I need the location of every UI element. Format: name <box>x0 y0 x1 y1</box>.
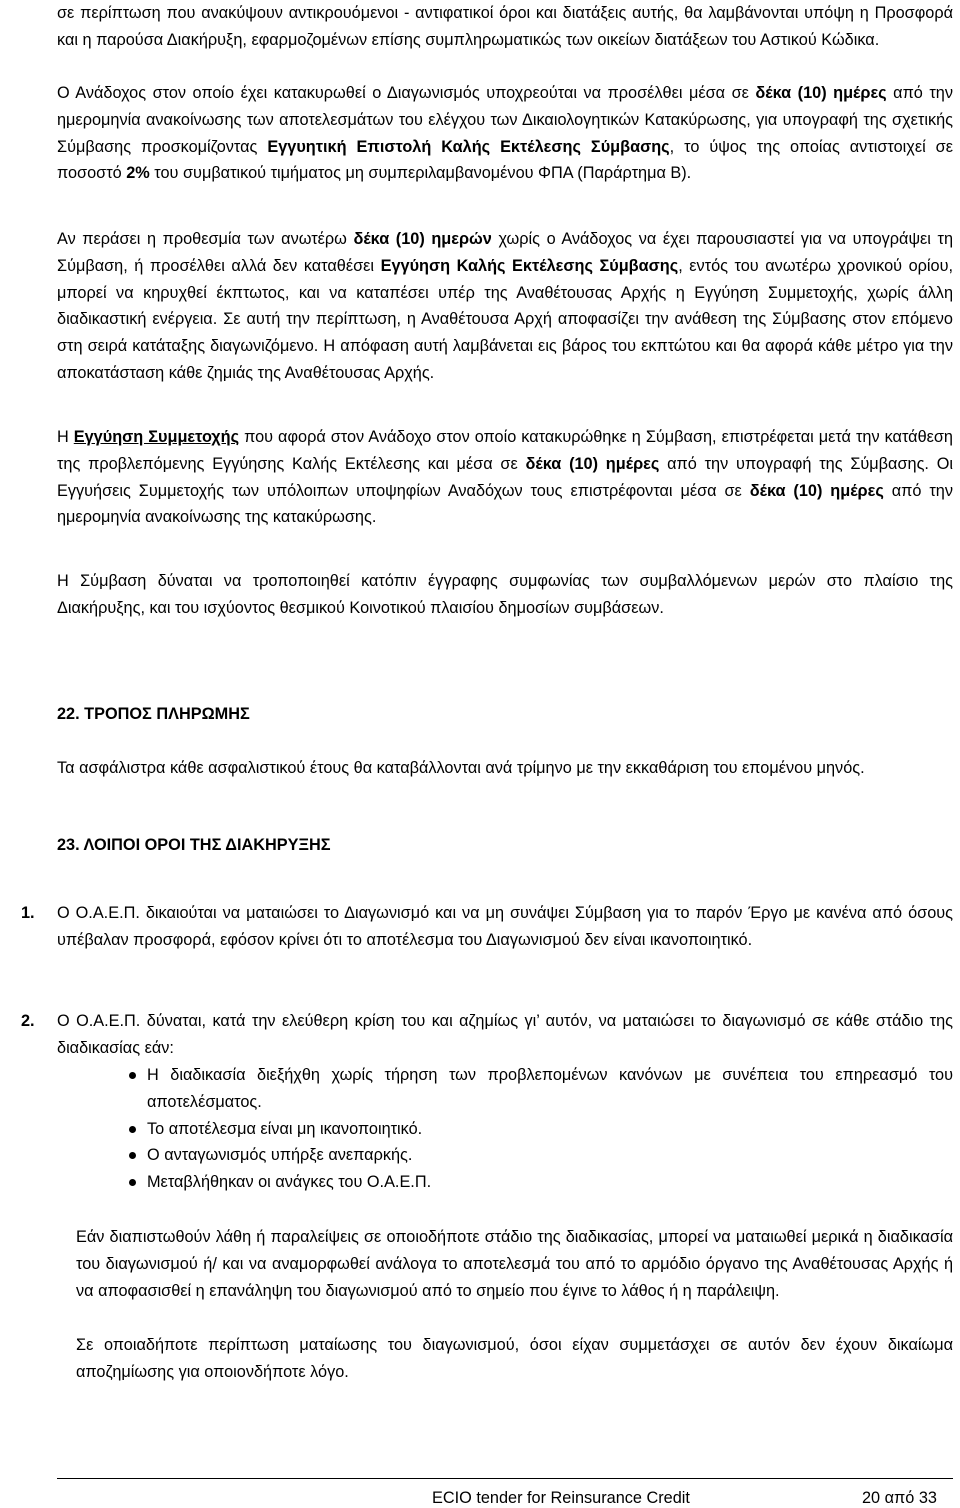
page-footer <box>0 1472 960 1507</box>
item-number: 2. <box>21 1012 35 1030</box>
bullet-icon <box>129 1072 136 1079</box>
list-item: Μεταβλήθηκαν οι ανάγκες του Ο.Α.Ε.Π. <box>147 1169 953 1196</box>
list-item: Το αποτέλεσμα είναι μη ικανοποιητικό. <box>147 1116 953 1143</box>
page-number: 20 από 33 <box>862 1489 937 1507</box>
list-item: Η διαδικασία διεξήχθη χωρίς τήρηση των προβλεπομένων κανόνων με συνέπεια του επηρεασμό του αποτελέσματος. <box>147 1062 953 1116</box>
item-text: Ο Ο.Α.Ε.Π. δύναται, κατά την ελεύθερη κρίση του και αζημίως γι’ αυτόν, να ματαιώσει το διαγωνισμό σε κάθε στάδιο της διαδικασίας εάν: <box>57 1012 953 1057</box>
paragraph-civil-code: σε περίπτωση που ανακύψουν αντικρουόμενοι - αντιφατικοί όροι και διατάξεις αυτής, θα λαμβάνονται υπόψη η Προσφορά και η παρούσα Διακήρυξη, εφαρμοζομένων επίσης συμπληρωματικώς των οικείων διατάξεων του Αστικού Κώδικα. <box>57 4 953 49</box>
footer-title: ECIO tender for Reinsurance Credit <box>432 1489 690 1507</box>
list-item: Ο ανταγωνισμός υπήρξε ανεπαρκής. <box>147 1142 953 1169</box>
numbered-item-2 <box>21 1008 953 1062</box>
item-number: 1. <box>21 904 35 922</box>
paragraph-no-compensation: Σε οποιαδήποτε περίπτωση ματαίωσης του διαγωνισμού, όσοι είχαν συμμετάσχει σε αυτόν δεν έχουν δικαίωμα αποζημίωσης για οποιονδήποτε λόγο. <box>76 1336 953 1381</box>
numbered-item-1 <box>21 900 953 954</box>
paragraph-contractor-obligation: Ο Ανάδοχος στον οποίο έχει κατακυρωθεί ο Διαγωνισμός υποχρεούται να προσέλθει μέσα σε δέκα (10) ημέρες από την ημερομηνία ανακοίνωσης των αποτελεσμάτων του ελέγχου των Δικαιολογητικών Κατακύρωσης, για υπογραφή της σχετικής Σύμβασης προσκομίζοντας Εγγυητική Επιστολή Καλής Εκτέλεσης Σύμβασης, το ύψος της οποίας αντιστοιχεί σε ποσοστό 2% του συμβατικού τιμήματος μη συμπεριλαμβανομένου ΦΠΑ (Παράρτημα Β). <box>57 84 953 183</box>
item-text: Ο Ο.Α.Ε.Π. δικαιούται να ματαιώσει το Διαγωνισμό και να μη συνάψει Σύμβαση για το παρόν Έργο με κανένα από όσους υπέβαλαν προσφορά, εφόσον κρίνει ότι το αποτέλεσμα του Διαγωνισμού δεν είναι ικανοποιητικό. <box>57 904 953 949</box>
footer-divider <box>57 1478 953 1479</box>
section-heading-23: 23. ΛΟΙΠΟΙ ΟΡΟΙ ΤΗΣ ΔΙΑΚΗΡΥΞΗΣ <box>57 836 331 854</box>
paragraph-participation-guarantee: Η Εγγύηση Συμμετοχής που αφορά στον Ανάδοχο στον οποίο κατακυρώθηκε η Σύμβαση, επιστρέφεται μετά την κατάθεση της προβλεπόμενης Εγγύησης Καλής Εκτέλεσης και μέσα σε δέκα (10) ημέρες από την υπογραφή της Σύμβασης. Οι Εγγυήσεις Συμμετοχής των υπόλοιπων υποψηφίων Αναδόχων τους επιστρέφονται μέσα σε δέκα (10) ημέρες από την ημερομηνία ανακοίνωσης της κατακύρωσης. <box>57 428 954 527</box>
bullet-icon <box>129 1152 136 1159</box>
paragraph-deadline-forfeit: Αν περάσει η προθεσμία των ανωτέρω δέκα (10) ημερών χωρίς ο Ανάδοχος να έχει παρουσιαστεί για να υπογράψει τη Σύμβαση, ή προσέλθει αλλά δεν καταθέσει Εγγύηση Καλής Εκτέλεσης Σύμβασης, εντός του ανωτέρω χρονικού ορίου, μπορεί να κηρυχθεί έκπτωτος, και να καταπέσει υπέρ της Αναθέτουσας Αρχής η Εγγύηση Συμμετοχής, χωρίς άλλη διαδικαστική ενέργεια. Σε αυτή την περίπτωση, η Αναθέτουσα Αρχή αποφασίζει την ανάθεση της Σύμβασης στον επόμενο στη σειρά κατάταξης διαγωνιζόμενο. Η απόφαση αυτή λαμβάνεται εις βάρος του εκπτώτου και θα αφορά κάθε μέτρο για την αποκατάσταση κάθε ζημιάς της Αναθέτουσας Αρχής. <box>57 230 954 382</box>
paragraph-payment: Τα ασφάλιστρα κάθε ασφαλιστικού έτους θα καταβάλλονται ανά τρίμηνο με την εκκαθάριση του επομένου μηνός. <box>57 759 865 777</box>
section-heading-22: 22. ΤΡΟΠΟΣ ΠΛΗΡΩΜΗΣ <box>57 705 250 723</box>
bullet-icon <box>129 1126 136 1133</box>
paragraph-errors-omissions: Εάν διαπιστωθούν λάθη ή παραλείψεις σε οποιοδήποτε στάδιο της διαδικασίας, μπορεί να ματαιωθεί μερικά η διαδικασία του διαγωνισμού ή/ και να αναμορφωθεί ανάλογα το αποτελεσμά του από το αρμόδιο όργανο της Αναθέτουσας Αρχής ή να αποφασισθεί η επανάληψη του διαγωνισμού από το σημείο που έγινε το λάθος ή η παράλειψη. <box>76 1228 953 1300</box>
bullet-icon <box>129 1179 136 1186</box>
cancellation-reasons-list <box>147 1062 953 1196</box>
paragraph-contract-amendment: Η Σύμβαση δύναται να τροποποιηθεί κατόπιν έγγραφης συμφωνίας των συμβαλλόμενων μερών στο πλαίσιο της Διακήρυξης, και του ισχύοντος θεσμικού Κοινοτικού πλαισίου δημοσίων συμβάσεων. <box>57 572 953 617</box>
